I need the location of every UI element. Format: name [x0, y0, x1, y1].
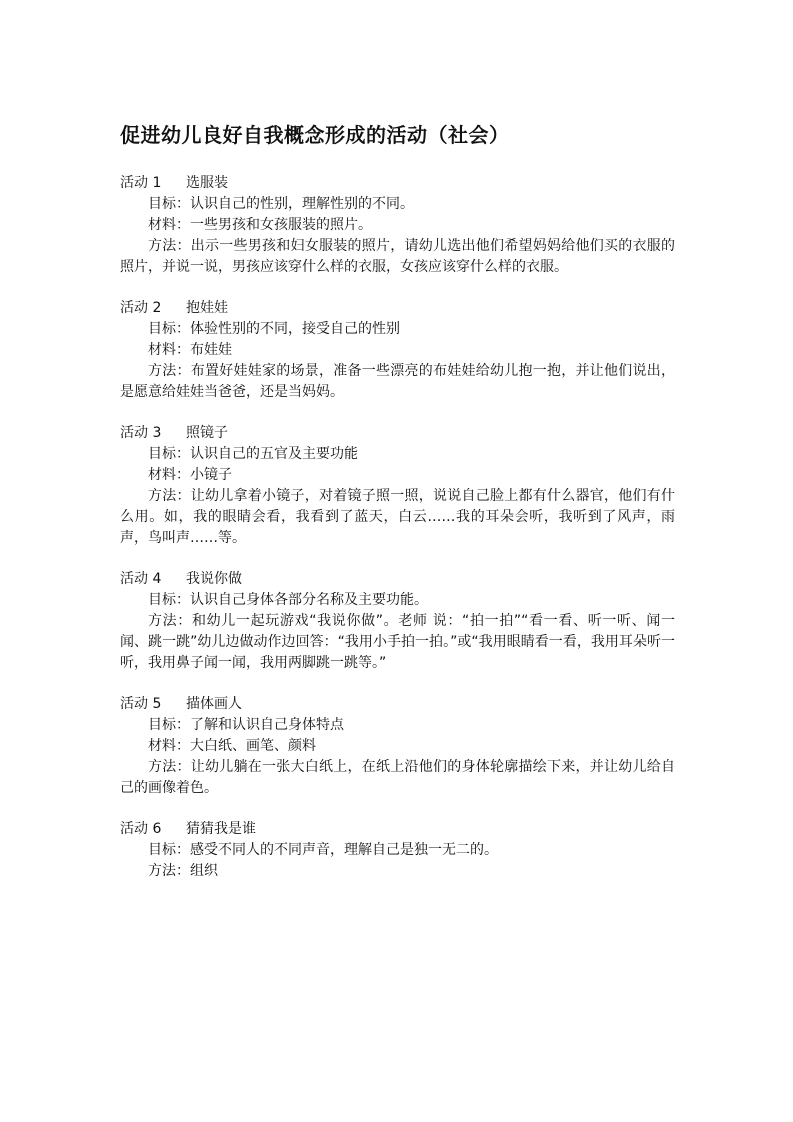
field-text: 组织 — [190, 863, 218, 879]
activity-method — [120, 361, 675, 403]
activity-number: 活动 2 — [120, 300, 162, 316]
activity-name: 选服装 — [186, 175, 228, 191]
activity-materials — [120, 465, 675, 486]
activity-section — [120, 298, 675, 403]
activity-goal — [120, 194, 675, 215]
activity-heading — [120, 819, 675, 840]
activity-goal — [120, 590, 675, 611]
activity-goal — [120, 840, 675, 861]
activity-materials — [120, 736, 675, 757]
field-label: 目标： — [148, 196, 190, 212]
field-text: 让幼儿躺在一张大白纸上，在纸上沿他们的身体轮廓描绘下来，并让幼儿给自己的画像着色。 — [120, 759, 675, 796]
activity-number: 活动 3 — [120, 425, 162, 441]
activity-name: 照镜子 — [186, 425, 228, 441]
activity-method — [120, 236, 675, 278]
activity-heading — [120, 694, 675, 715]
activity-name: 猜猜我是谁 — [186, 821, 256, 837]
activity-number: 活动 4 — [120, 571, 162, 587]
activity-number: 活动 1 — [120, 175, 162, 191]
field-label: 方法： — [148, 363, 191, 379]
activity-section — [120, 569, 675, 674]
field-label: 方法： — [148, 238, 191, 254]
activity-heading — [120, 423, 675, 444]
activity-section — [120, 423, 675, 549]
activity-goal — [120, 715, 675, 736]
activity-materials — [120, 340, 675, 361]
field-label: 材料： — [148, 217, 190, 233]
field-text: 小镜子 — [190, 467, 232, 483]
activity-section — [120, 694, 675, 799]
field-label: 目标： — [148, 717, 190, 733]
field-label: 方法： — [148, 863, 190, 879]
field-text: 布置好娃娃家的场景，准备一些漂亮的布娃娃给幼儿抱一抱，并让他们说出，是愿意给娃娃当爸爸，还是当妈妈。 — [120, 363, 675, 400]
field-text: 认识自己的性别，理解性别的不同。 — [190, 196, 414, 212]
field-label: 目标： — [148, 446, 190, 462]
field-label: 目标： — [148, 321, 190, 337]
activity-name: 我说你做 — [186, 571, 242, 587]
field-label: 方法： — [148, 759, 191, 775]
activity-method — [120, 861, 675, 882]
activity-heading — [120, 173, 675, 194]
field-text: 让幼儿拿着小镜子，对着镜子照一照，说说自己脸上都有什么器官，他们有什么用。如，我的眼睛会看，我看到了蓝天，白云……我的耳朵会听，我听到了风声，雨声，鸟叫声……等。 — [120, 488, 675, 546]
field-text: 和幼儿一起玩游戏“我说你做”。老师 说：“拍一拍”“看一看、听一听、闻一闻、跳一跳”幼儿边做动作边回答：“我用小手拍一拍。”或“我用眼睛看一看，我用耳朵听一听，我用鼻子闻一闻，我用两脚跳一跳等。” — [120, 613, 675, 671]
field-label: 材料： — [148, 467, 190, 483]
field-text: 了解和认识自己身体特点 — [190, 717, 344, 733]
field-text: 出示一些男孩和妇女服装的照片，请幼儿选出他们希望妈妈给他们买的衣服的照片，并说一说，男孩应该穿什么样的衣服，女孩应该穿什么样的衣服。 — [120, 238, 675, 275]
activity-number: 活动 5 — [120, 696, 162, 712]
document-body — [120, 120, 675, 882]
activity-number: 活动 6 — [120, 821, 162, 837]
field-text: 感受不同人的不同声音，理解自己是独一无二的。 — [190, 842, 498, 858]
activity-section — [120, 819, 675, 882]
field-label: 材料： — [148, 342, 190, 358]
field-label: 目标： — [148, 592, 190, 608]
field-text: 大白纸、画笔、颜料 — [190, 738, 316, 754]
field-label: 方法： — [148, 613, 192, 629]
field-text: 认识自己身体各部分名称及主要功能。 — [190, 592, 428, 608]
activity-section — [120, 173, 675, 278]
field-text: 一些男孩和女孩服装的照片。 — [190, 217, 372, 233]
field-label: 目标： — [148, 842, 190, 858]
document-title: 促进幼儿良好自我概念形成的活动（社会） — [120, 123, 510, 147]
activity-goal — [120, 319, 675, 340]
activity-method — [120, 757, 675, 799]
field-label: 材料： — [148, 738, 190, 754]
activity-heading — [120, 569, 675, 590]
activity-method — [120, 486, 675, 549]
activity-heading — [120, 298, 675, 319]
activity-goal — [120, 444, 675, 465]
activity-name: 抱娃娃 — [186, 300, 228, 316]
field-text: 认识自己的五官及主要功能 — [190, 446, 358, 462]
field-text: 体验性别的不同，接受自己的性别 — [190, 321, 400, 337]
field-label: 方法： — [148, 488, 191, 504]
activity-materials — [120, 215, 675, 236]
field-text: 布娃娃 — [190, 342, 232, 358]
activity-method — [120, 611, 675, 674]
activity-name: 描体画人 — [186, 696, 242, 712]
